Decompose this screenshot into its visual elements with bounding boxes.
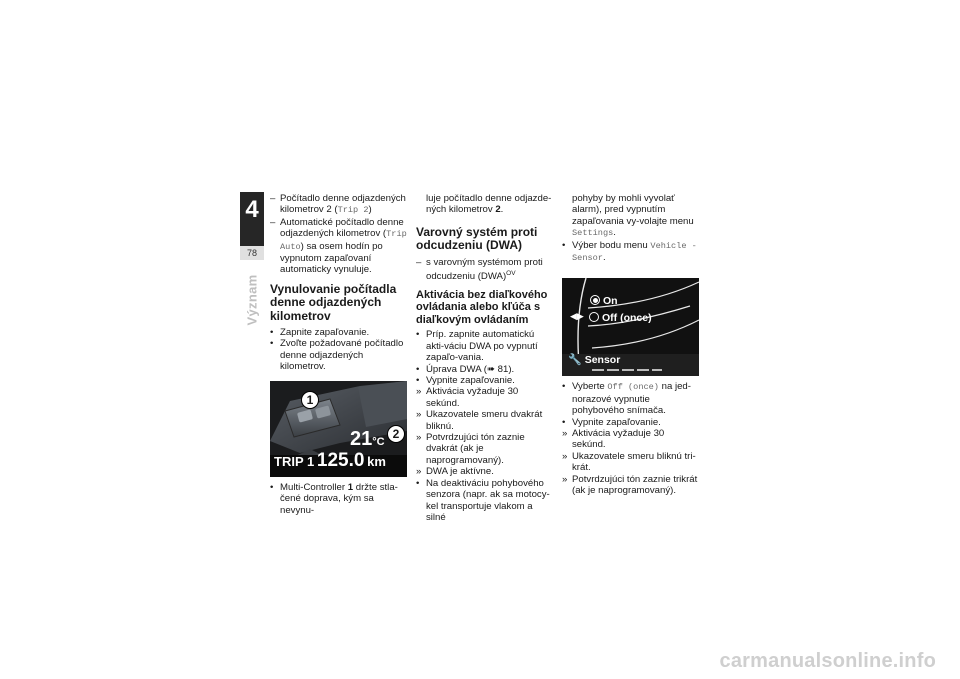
text-run: Vypnite zapaľovanie. (572, 416, 661, 428)
text-run: . (500, 204, 504, 216)
text-run: Ukazovatele smeru bliknú tri-krát. (572, 450, 696, 474)
text-run: Vypnite zapaľovanie. (426, 375, 515, 387)
radio-selected-icon (590, 295, 600, 305)
list-marker: • (270, 327, 274, 339)
trip-value: 125.0 (316, 449, 365, 471)
menu-term: Trip 2 (337, 205, 369, 216)
col3-items1 (562, 240, 700, 265)
list-item (270, 193, 408, 217)
menu-term: Settings (572, 228, 614, 239)
list-item (416, 257, 554, 283)
chapter-tab (240, 192, 264, 260)
col3-intro (562, 193, 700, 240)
list-item (562, 417, 700, 428)
list-item (416, 386, 554, 409)
text-run: . (613, 227, 616, 239)
text-run: Aktivácia vyžaduje 30 sekúnd. (572, 428, 665, 451)
column-3 (562, 193, 700, 497)
list-item (416, 478, 554, 524)
list-marker: » (416, 409, 422, 421)
list-marker: • (270, 338, 274, 350)
temperature-readout (350, 427, 385, 450)
text-run: ) sa osem hodín po vypnutom zapaľovaní automaticky vynuluje. (280, 240, 383, 276)
callout-2: 2 (387, 425, 405, 443)
list-item (416, 329, 554, 363)
list-marker: » (562, 473, 568, 485)
menu-term: Vehicle -Sensor (572, 240, 697, 264)
option-on-label: On (603, 295, 618, 308)
list-item (270, 482, 408, 516)
list-marker: • (416, 477, 420, 489)
heading-dwa: Varovný systém proti odcudzeniu (DWA) (416, 224, 538, 253)
list-marker: • (270, 481, 274, 493)
text-run: Výber bodu menu (572, 239, 651, 251)
list-item (416, 364, 554, 375)
column-2 (416, 193, 554, 523)
text-run: s varovným systémom proti odcudzeniu (DWA) (426, 256, 543, 283)
side-label (232, 270, 272, 330)
temperature-value: 21 (350, 427, 373, 450)
text-run: Počítadlo denne odjazdených kilometrov 2 ( (280, 193, 406, 216)
menu-term: Off (once) (607, 382, 659, 393)
col1-items (270, 193, 408, 276)
text-run: Zapnite zapaľovanie. (280, 327, 370, 339)
wrench-icon: 🔧 (568, 354, 582, 367)
list-item (416, 466, 554, 477)
col2-items1 (416, 257, 554, 283)
text-run: Vyberte (572, 381, 608, 393)
text-run: Zvoľte požadované počítadlo denne odjazdených kilometrov. (280, 338, 404, 373)
menu-term: Trip Auto (280, 229, 407, 252)
bold-ref: 2 (495, 204, 501, 216)
radio-unselected-icon (589, 312, 599, 322)
list-marker: » (416, 386, 422, 398)
list-marker: • (416, 375, 420, 387)
list-marker: • (562, 381, 566, 393)
list-marker: • (416, 329, 420, 341)
text-run: Ukazovatele smeru dvakrát bliknú. (426, 409, 543, 432)
list-marker: » (562, 450, 568, 462)
list-item (562, 381, 700, 416)
list-marker: – (416, 256, 422, 268)
list-item (270, 217, 408, 276)
text-run: na jed-norazové vypnutie pohybového snímača. (572, 381, 691, 417)
text-run: Na deaktiváciu pohybového senzora (napr. ak sa motocy-kel transportuje vlakom a silné (426, 477, 550, 523)
list-item (416, 432, 554, 466)
text-run: držte stla-čené doprava, kým sa nevynu- (280, 481, 398, 516)
list-item (270, 327, 408, 338)
text-run: Potvrdzujúci tón zaznie trikrát (ak je naprogramovaný). (572, 473, 698, 497)
list-marker: – (270, 216, 276, 228)
text-run: Aktivácia vyžaduje 30 sekúnd. (426, 386, 519, 409)
list-item (416, 375, 554, 386)
watermark: carmanualsonline.info (719, 650, 936, 672)
list-marker: • (416, 363, 420, 375)
trip-label: TRIP 1 (274, 453, 315, 469)
col2-intro (416, 193, 554, 216)
text-run: Automatické počítadlo denne odjazdených kilometrov ( (280, 216, 404, 240)
page-number: 78 (240, 246, 264, 260)
bold-ref: 1 (347, 481, 354, 493)
side-label-text: Význam (244, 274, 260, 326)
list-item (562, 474, 700, 497)
trip-unit: km (367, 453, 386, 469)
text-run: luje počítadlo denne odjazde-ných kilometrov (426, 193, 552, 216)
list-item (562, 451, 700, 474)
chapter-number: 4 (245, 196, 259, 223)
superscript: OV (506, 270, 516, 278)
text-run: Multi-Controller (280, 481, 348, 493)
list-item (416, 409, 554, 432)
list-item (562, 240, 700, 265)
col1-items3 (270, 482, 408, 516)
text-run: Úprava DWA (➠ 81). (426, 363, 515, 375)
callout-1: 1 (301, 391, 319, 409)
list-marker: » (416, 466, 422, 478)
text-run: DWA je aktívne. (426, 466, 494, 478)
list-marker: • (562, 416, 566, 428)
text-run: ) (368, 204, 372, 216)
heading-activation: Aktivácia bez diaľkového ovládania alebo kľúča s diaľkovým ovládaním (416, 288, 548, 326)
option-off-once-label: Off (once) (602, 312, 652, 325)
option-off-once[interactable] (589, 312, 652, 324)
col2-items2 (416, 329, 554, 523)
list-item (270, 338, 408, 372)
text-run: Príp. zapnite automatickú akti-váciu DWA po vypnutí zapaľo-vania. (426, 329, 538, 364)
text-run: Potvrdzujúci tón zaznie dvakrát (ak je naprogramovaný). (426, 432, 525, 466)
menu-title-bar (568, 355, 620, 366)
col3-items2 (562, 381, 700, 496)
list-item (562, 428, 700, 451)
trip-display-figure (270, 381, 407, 477)
column-1 (270, 193, 408, 516)
heading-reset-trip: Vynulovanie počítadla denne odjazdených kilometrov (270, 281, 397, 323)
menu-title: Sensor (584, 354, 621, 367)
list-marker: – (270, 193, 276, 204)
list-marker: » (416, 432, 422, 444)
option-on[interactable] (590, 295, 618, 307)
selection-arrows-icon: ◀▶ (570, 311, 584, 322)
list-marker: » (562, 428, 568, 440)
temperature-unit: °C (372, 435, 385, 448)
text-run: . (602, 252, 606, 264)
list-marker: • (562, 239, 566, 251)
trip-readout (274, 449, 386, 471)
text-run: pohyby by mohli vyvolať alarm), pred vypnutím zapaľovania vy-volajte menu (572, 193, 694, 227)
col1-items2 (270, 327, 408, 373)
sensor-menu-figure (562, 278, 699, 376)
